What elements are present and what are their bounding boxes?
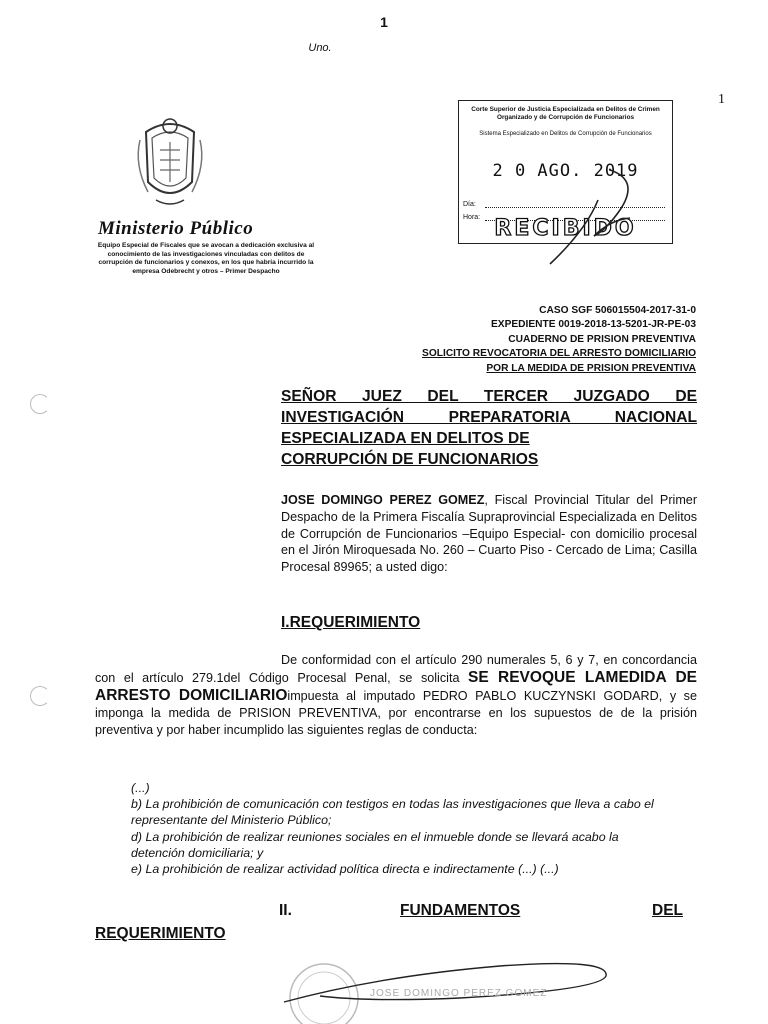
stamp-system-name: Sistema Especializado en Delitos de Corrupción de Funcionarios: [479, 131, 652, 137]
notebook-title: CUADERNO DE PRISION PREVENTIVA: [508, 333, 696, 345]
request-line-1: SOLICITO REVOCATORIA DEL ARRESTO DOMICILIARIO: [422, 348, 696, 360]
public-ministry-crest-icon: [130, 110, 210, 210]
section-2-line-2: REQUERIMIENTO: [95, 925, 226, 942]
handwritten-signature-icon: [540, 160, 650, 270]
stamp-day-row: [463, 201, 476, 208]
punch-hole-top: [30, 394, 50, 414]
section-2-word: FUNDAMENTOS: [400, 902, 521, 919]
section-1-text-end: impuesta al imputado PEDRO PABLO KUCZYNSKI GODARD, y se imponga la medida de PRISION PREVENTIVA, por encontrarse en los supuestos de de la prisión preventiva y por haber incumplido las siguientes reglas de conducta:: [95, 689, 697, 737]
page-number-word: [290, 42, 350, 54]
ministry-subtitle: Equipo Especial de Fiscales que se avocan a dedicación exclusiva al conocimiento de las investigaciones vinculadas con delitos de corrupción de funcionarios y conexos, en los que habría incurrido la empresa Odebrecht y otros – Primer Despacho: [97, 242, 315, 275]
quote-line: d) La prohibición de realizar reuniones sociales en el inmueble donde se llevará acabo la detención domiciliaria; y: [131, 829, 619, 860]
section-1-title: I.REQUERIMIENTO: [281, 614, 421, 631]
section-1-bold-request: SE REVOQUE LAMEDIDA DE ARRESTO DOMICILIARIO: [95, 669, 697, 704]
section-2-number: II.: [279, 902, 292, 919]
stamp-received-label: RECIBIDO: [494, 216, 637, 241]
ministry-name: Ministerio Público: [98, 218, 254, 239]
request-line-2: POR LA MEDIDA DE PRISION PREVENTIVA: [486, 362, 696, 374]
stamp-hour-label: Hora:: [463, 214, 481, 221]
case-number: CASO SGF 506015504-2017-31-0: [539, 305, 696, 316]
stamp-day-label: Día:: [463, 201, 476, 208]
page-number: 1: [380, 14, 388, 30]
quote-line: b) La prohibición de comunicación con testigos en todas las investigaciones que lleva a cabo el representante del Ministerio Público;: [131, 797, 654, 828]
addressee-last-line: CORRUPCIÓN DE FUNCIONARIOS: [281, 451, 539, 468]
intro-text: , Fiscal Provincial Titular del Primer Despacho de la Primera Fiscalía Supraprovincial Especializada en Delitos de Corrupción de Funcionarios –Equipo Especial- con domicilio procesal en el Jirón Miroquesada No. 260 – Cuarto Piso - Cercado de Lima; Casilla Procesal 89965; a usted digo:: [281, 493, 698, 575]
intro-paragraph: [281, 492, 697, 576]
quote-line: (...): [131, 781, 150, 795]
stamp-date: 2 0 AGO. 2019: [492, 161, 639, 181]
section-2-del: DEL: [652, 902, 683, 919]
section-1-paragraph: [95, 652, 697, 739]
addressee-main: SEÑOR JUEZ DEL TERCER JUZGADO DE INVESTIGACIÓN PREPARATORIA NACIONAL ESPECIALIZADA EN DELITOS DE: [281, 388, 697, 447]
case-reference-block: [422, 304, 696, 376]
page-number-word-text: Uno.: [308, 42, 332, 54]
folio-number: 1: [718, 92, 725, 107]
file-number: EXPEDIENTE 0019-2018-13-5201-JR-PE-03: [491, 319, 696, 331]
stamp-court-name: Corte Superior de Justicia Especializada en Delitos de Crimen Organizado y de Corrupción de Funcionarios: [471, 106, 660, 121]
punch-hole-bottom: [30, 686, 50, 706]
faded-signature-name: JOSE DOMINGO PEREZ GOMEZ: [370, 988, 548, 999]
quote-line: e) La prohibición de realizar actividad política directa e indirectamente (...) (...): [131, 862, 559, 877]
prosecutor-name: JOSE DOMINGO PEREZ GOMEZ: [281, 493, 485, 507]
addressee: [281, 386, 697, 470]
conduct-rules-quote: [131, 780, 661, 877]
section-1-text-start: De conformidad con el artículo 290 numerales 5, 6 y 7, en concordancia con el artículo 279.1del Código Procesal Penal, se solicita: [95, 653, 697, 685]
